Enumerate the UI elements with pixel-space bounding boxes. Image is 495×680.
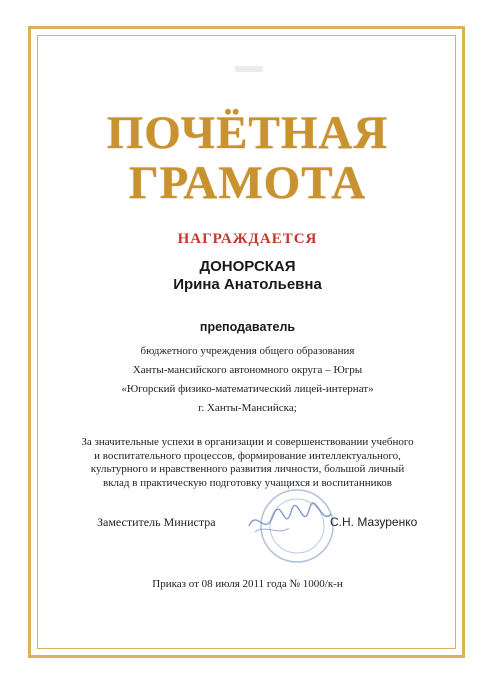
reason-line: и воспитательного процессов, формирование интеллектуального, — [94, 449, 401, 462]
recipient-position: преподаватель — [199, 320, 296, 334]
awarded-label: НАГРАЖДАЕТСЯ — [177, 231, 318, 247]
certificate-title-line1: ПОЧЁТНАЯ — [106, 107, 389, 159]
award-reason — [60, 436, 435, 490]
reason-line: За значительные успехи в организации и совершенствовании учебного — [81, 436, 414, 448]
recipient-surname: ДОНОРСКАЯ — [199, 258, 296, 275]
org-line: «Югорский физико-математический лицей-интернат» — [121, 383, 374, 395]
org-line: бюджетного учреждения общего образования — [140, 345, 355, 357]
watermark-mark — [235, 66, 263, 72]
recipient-given-name: Ирина Анатольевна — [173, 276, 322, 293]
order-reference: Приказ от 08 июля 2011 года № 1000/к-н — [152, 578, 343, 590]
seal-signature-icon — [245, 486, 335, 576]
org-line: Ханты-мансийского автономного округа – Югры — [132, 364, 363, 376]
certificate-title-line2: ГРАМОТА — [128, 157, 367, 209]
reason-line: культурного и нравственного развития личности, большой личный — [90, 463, 405, 475]
reason-line: вклад в практическую подготовку учащихся и воспитанников — [103, 476, 392, 489]
org-line: г. Ханты-Мансийска; — [198, 402, 297, 414]
signer-title: Заместитель Министра — [97, 515, 216, 529]
signer-name: С.Н. Мазуренко — [330, 515, 418, 529]
